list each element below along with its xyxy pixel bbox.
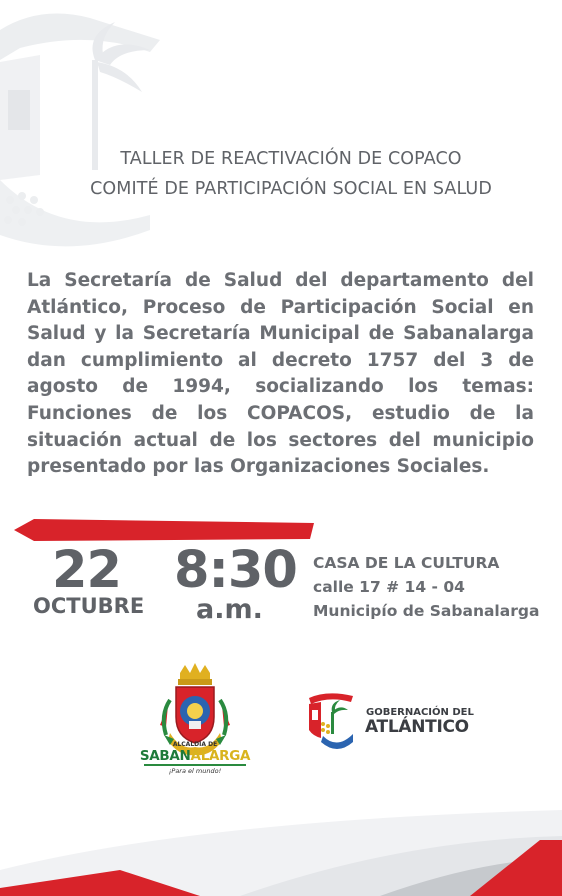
- event-title: TALLER DE REACTIVACIÓN DE COPACO: [120, 149, 462, 169]
- gobernacion-name: ATLÁNTICO: [365, 717, 469, 737]
- event-time: 8:30: [174, 541, 297, 600]
- description-line: agosto de 1994, socializando los temas:: [27, 376, 534, 398]
- alcaldia-name-part1: SABAN: [139, 748, 191, 764]
- description-line: Salud y la Secretaría Municipal de Sabanalarga: [27, 323, 534, 345]
- alcaldia-underline: [144, 764, 246, 766]
- event-ampm: a.m.: [196, 594, 263, 625]
- red-accent-bar: [14, 519, 314, 541]
- bottom-decoration: [0, 800, 562, 896]
- description-line: situación actual de los sectores del municipio: [27, 429, 534, 451]
- alcaldia-name-part2: ALARGA: [190, 748, 251, 764]
- description-line: La Secretaría de Salud del departamento del: [27, 270, 534, 291]
- alcaldia-slogan: ¡Para el mundo!: [168, 767, 222, 775]
- description-line: dan cumplimiento al decreto 1757 del 3 de: [27, 349, 534, 371]
- venue-name: CASA DE LA CULTURA: [313, 554, 500, 572]
- event-subtitle: COMITÉ DE PARTICIPACIÓN SOCIAL EN SALUD: [90, 179, 492, 199]
- event-day: 22: [52, 541, 121, 600]
- venue-address: calle 17 # 14 - 04: [313, 578, 465, 596]
- gobernacion-prefix: GOBERNACIÓN DEL: [366, 707, 474, 718]
- description-line: Atlántico, Proceso de Participación Social en: [27, 296, 534, 318]
- event-month: OCTUBRE: [33, 594, 145, 618]
- alcaldia-prefix: ALCALDÍA DE: [172, 741, 218, 748]
- event-description: [27, 268, 534, 481]
- venue-municipality: Municipío de Sabanalarga: [313, 602, 540, 620]
- description-line: presentado por las Organizaciones Sociales.: [27, 456, 490, 478]
- gobernacion-logo-icon: [307, 690, 359, 752]
- description-line: Funciones de los COPACOS, estudio de la: [27, 402, 534, 424]
- watermark-emblem: [0, 0, 180, 260]
- alcaldia-name: [130, 748, 260, 764]
